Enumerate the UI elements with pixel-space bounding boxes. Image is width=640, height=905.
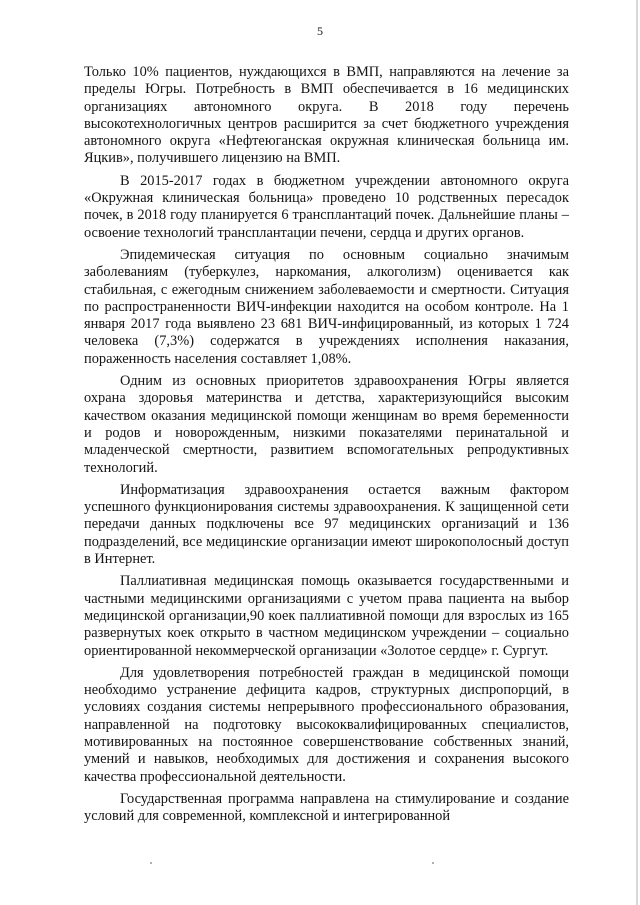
paragraph-informatization: Информатизация здравоохранения остается важным фактором успешного функционирования системы здравоохранения. К защищенной сети передачи данных подключены все 97 медицинских организаций и 136 подразделений, все медицинские организации имеют широкополосный доступ в Интернет. bbox=[84, 481, 569, 568]
scan-speck bbox=[432, 862, 434, 864]
paragraph-transplantation: В 2015-2017 годах в бюджетном учреждении автономного округа «Окружная клиническая больница» проведено 10 родственных пересадок почек, в 2018 году планируется 6 трансплантаций почек. Дальнейшие планы – освоение технологий трансплантации печени, сердца и других органов. bbox=[84, 172, 569, 241]
paragraph-vmp: Только 10% пациентов, нуждающихся в ВМП, направляются на лечение за пределы Югры. Потребность в ВМП обеспечивается в 16 медицинских организациях автономного округа. В 2018 году перечень высокотехнологичных центров расширится за счет бюджетного учреждения автономного округа «Нефтеюганская окружная клиническая больница им. Яцкив», получившего лицензию на ВМП. bbox=[84, 64, 569, 167]
page-number: 5 bbox=[317, 24, 323, 38]
scan-speck bbox=[150, 862, 152, 864]
paragraph-palliative: Паллиативная медицинская помощь оказывается государственными и частными медицинскими организациями с учетом права пациента на выбор медицинской организации,90 коек паллиативной помощи для взрослых из 165 развернутых коек открыто в частном медицинском учреждении – социально ориентированной некоммерческой организации «Золотое сердце» г. Сургут. bbox=[84, 573, 569, 659]
paragraph-epidemic: Эпидемическая ситуация по основным социально значимым заболеваниям (туберкулез, наркомания, алкоголизм) оценивается как стабильная, с ежегодным снижением заболеваемости и смертности. Ситуация по распространенности ВИЧ-инфекции находится на особом контроле. На 1 января 2017 года выявлено 23 681 ВИЧ-инфицированный, из которых 1 724 человека (7,3%) содержатся в учреждениях исполнения наказания, пораженность населения составляет 1,08%. bbox=[84, 246, 569, 367]
paragraph-program: Государственная программа направлена на стимулирование и создание условий для современной, комплексной и интегрированной bbox=[84, 790, 569, 825]
paragraph-staffing: Для удовлетворения потребностей граждан в медицинской помощи необходимо устранение дефицита кадров, структурных диспропорций, в условиях создания системы непрерывного профессионального образования, направленной на подготовку высококвалифицированных специалистов, мотивированных на постоянное совершенствование собственных знаний, умений и навыков, необходимых для достижения и сохранения высокого качества профессиональной деятельности. bbox=[84, 664, 569, 785]
scan-edge bbox=[636, 0, 638, 905]
paragraph-maternity: Одним из основных приоритетов здравоохранения Югры является охрана здоровья материнства и детства, характеризующийся высоким качеством оказания медицинской помощи женщинам во время беременности и родов и новорожденным, низкими показателями перинатальной и младенческой смертности, развитием вспомогательных репродуктивных технологий. bbox=[84, 373, 569, 476]
document-body bbox=[84, 64, 569, 825]
